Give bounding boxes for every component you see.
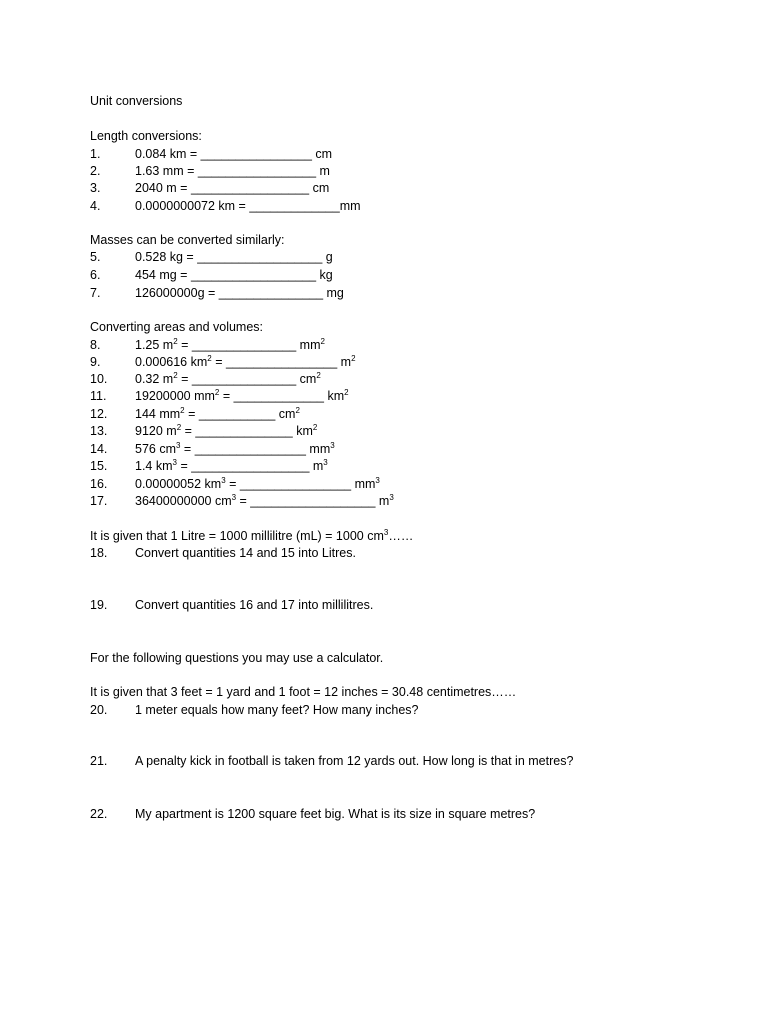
page-title: Unit conversions: [90, 94, 183, 108]
question-item: [90, 806, 535, 822]
question-number: 12.: [90, 407, 108, 421]
question-number: 1.: [90, 147, 101, 161]
question-item: [90, 249, 333, 265]
question-number: 3.: [90, 181, 101, 195]
mass-heading: Masses can be converted similarly:: [90, 233, 285, 247]
question-item: [90, 388, 349, 404]
question-text: 0.00000052 $km^3$ = ________________ $mm^3$: [135, 476, 380, 491]
question-text: 144 $mm^2$ = ___________ $cm^2$: [135, 406, 300, 421]
question-number: 10.: [90, 372, 108, 386]
question-number: 2.: [90, 164, 101, 178]
question-text: 2040 m = _________________ cm: [135, 181, 330, 195]
question-item: [90, 597, 373, 613]
question-number: 18.: [90, 546, 108, 560]
question-text: 126000000g = _______________ mg: [135, 286, 344, 300]
question-number: 4.: [90, 199, 101, 213]
question-item: [90, 163, 330, 179]
question-text: 0.084 km = ________________ cm: [135, 147, 333, 161]
calculator-note: For the following questions you may use a calculator.: [90, 651, 384, 665]
question-number: 7.: [90, 286, 101, 300]
question-number: 22.: [90, 807, 108, 821]
question-number: 16.: [90, 477, 108, 491]
question-text: 1 meter equals how many feet? How many inches?: [135, 703, 419, 717]
question-number: 13.: [90, 424, 108, 438]
question-number: 19.: [90, 598, 108, 612]
question-text: 9120 $m^2$ = ______________ $km^2$: [135, 423, 318, 438]
question-number: 15.: [90, 459, 108, 473]
question-text: 1.4 $km^3$ = _________________ $m^3$: [135, 458, 328, 473]
question-text: 454 mg = __________________ kg: [135, 268, 333, 282]
question-number: 9.: [90, 355, 101, 369]
question-text: 576 $cm^3$ = ________________ $mm^3$: [135, 441, 335, 456]
question-text: Convert quantities 14 and 15 into Litres.: [135, 546, 356, 560]
question-item: [90, 146, 332, 162]
question-item: [90, 545, 356, 561]
question-number: 14.: [90, 442, 108, 456]
area-heading: Converting areas and volumes:: [90, 320, 264, 334]
question-item: [90, 423, 317, 439]
question-number: 17.: [90, 494, 108, 508]
question-text: Convert quantities 16 and 17 into millilitres.: [135, 598, 374, 612]
question-text: 0.528 kg = __________________ g: [135, 250, 333, 264]
question-number: 20.: [90, 703, 108, 717]
question-item: [90, 267, 333, 283]
question-item: [90, 371, 321, 387]
question-text: 19200000 $mm^2$ = _____________ $km^2$: [135, 388, 349, 403]
question-item: [90, 493, 394, 509]
length-heading: Length conversions:: [90, 129, 202, 143]
question-item: [90, 337, 325, 353]
question-item: [90, 753, 573, 769]
question-item: [90, 198, 361, 214]
question-number: 11.: [90, 389, 107, 403]
question-text: 0.000616 $km^2$ = ________________ $m^2$: [135, 354, 356, 369]
question-item: [90, 285, 344, 301]
question-item: [90, 476, 380, 492]
question-number: 8.: [90, 338, 101, 352]
question-text: My apartment is 1200 square feet big. What is its size in square metres?: [135, 807, 536, 821]
question-text: 0.0000000072 km = _____________mm: [135, 199, 361, 213]
feet-note: It is given that 3 feet = 1 yard and 1 foot = 12 inches = 30.48 centimetres……: [90, 685, 517, 699]
question-number: 21.: [90, 754, 108, 768]
question-item: [90, 354, 356, 370]
question-text: 36400000000 $cm^3$ = __________________ $m^3$: [135, 493, 394, 508]
question-text: 1.63 mm = _________________ m: [135, 164, 330, 178]
question-text: 0.32 $m^2$ = _______________ $cm^2$: [135, 371, 321, 386]
question-item: [90, 441, 335, 457]
question-text: 1.25 $m^2$ = _______________ $mm^2$: [135, 337, 325, 352]
question-number: 5.: [90, 250, 101, 264]
question-item: [90, 458, 328, 474]
question-item: [90, 180, 329, 196]
question-number: 6.: [90, 268, 101, 282]
litre-note: It is given that 1 Litre = 1000 millilitre (mL) = 1000 $cm^3\dots\dots$: [90, 528, 414, 543]
question-item: [90, 702, 418, 718]
question-text: A penalty kick in football is taken from 12 yards out. How long is that in metres?: [135, 754, 574, 768]
question-item: [90, 406, 300, 422]
